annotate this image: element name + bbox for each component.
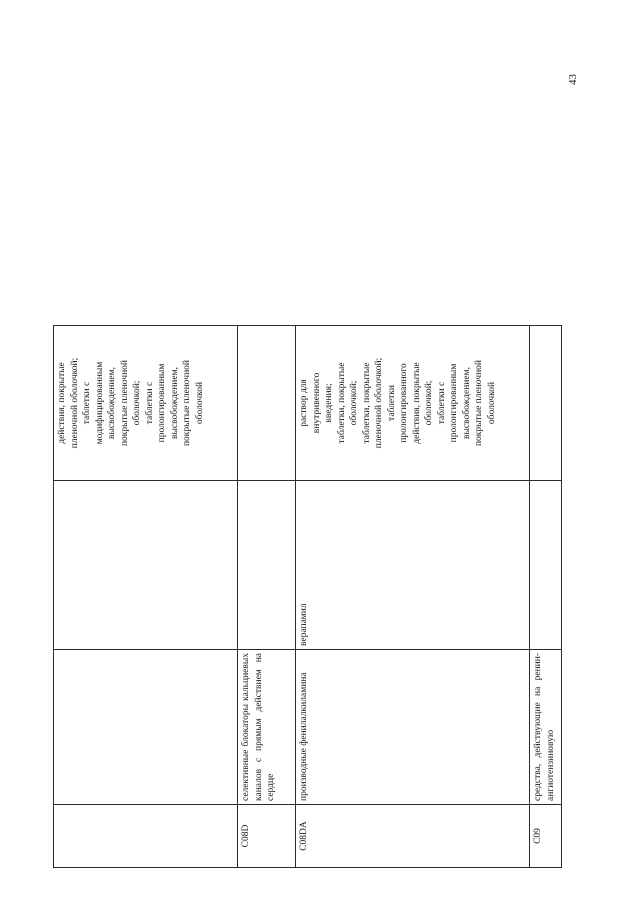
dosage-form-line: действия, покрытые xyxy=(411,362,422,444)
group-name-cell: производные фенилалкиламина xyxy=(296,650,530,805)
atc-code-cell xyxy=(54,805,238,868)
atc-code-cell: C08D xyxy=(238,805,296,868)
page-number: 43 xyxy=(567,74,579,86)
dosage-form-line: таблетки с xyxy=(436,381,447,425)
dosage-form-line: покрытые пленочной xyxy=(119,359,130,447)
dosage-form-line: раствор для xyxy=(299,379,309,427)
table-row xyxy=(238,326,296,868)
drug-name-cell xyxy=(54,481,238,650)
group-name-cell: селективные блокаторы кальциевых каналов с прямым действием на сердце xyxy=(238,650,296,805)
dosage-form-line: высвобождением, xyxy=(107,367,117,439)
dosage-form-line: пленочной оболочкой; xyxy=(374,357,384,449)
dosage-form-line: таблетки xyxy=(386,385,397,421)
group-name-cell: средства, действующие на ренин-ангиотензиновую xyxy=(530,650,562,805)
drug-classification-table xyxy=(53,325,562,868)
dosage-form-line: действия, покрытые xyxy=(57,362,67,444)
dosage-form-line: оболочкой; xyxy=(132,380,142,426)
dosage-form-line: высвобождением, xyxy=(461,367,472,439)
table-row xyxy=(530,326,562,868)
drug-table-rotated xyxy=(53,326,561,868)
dosage-form-line: пролонгированным xyxy=(449,363,459,443)
dosage-form-line: модифицированным xyxy=(94,361,105,445)
dosage-form-line: оболочкой xyxy=(486,381,497,425)
table-row xyxy=(54,326,238,868)
dosage-forms-cell xyxy=(54,326,238,481)
dosage-form-line: пролонгированным xyxy=(157,363,167,443)
dosage-forms-cell xyxy=(238,326,296,481)
dosage-form-line: пленочной оболочкой; xyxy=(69,357,80,449)
dosage-form-line: оболочкой; xyxy=(424,380,434,426)
dosage-form-line: таблетки с xyxy=(144,381,155,425)
drug-name-cell xyxy=(530,481,562,650)
dosage-form-line: покрытые пленочной xyxy=(182,359,192,447)
drug-name-cell xyxy=(238,481,296,650)
table-row xyxy=(296,326,530,868)
dosage-form-line: покрытые пленочной xyxy=(474,359,484,447)
group-name-cell xyxy=(54,650,238,805)
dosage-form-line: введения; xyxy=(324,383,334,423)
dosage-form-line: таблетки с xyxy=(82,381,92,425)
dosage-form-line: внутривенного xyxy=(311,372,322,434)
dosage-form-line: оболочкой xyxy=(194,381,205,425)
dosage-forms-cell xyxy=(296,326,530,481)
atc-code-cell: C08DA xyxy=(296,805,530,868)
atc-code-cell: C09 xyxy=(530,805,562,868)
dosage-form-line: таблетки, покрытые xyxy=(336,362,347,444)
dosage-form-line: таблетки, покрытые xyxy=(361,362,372,444)
drug-name-cell: верапамил xyxy=(296,481,530,650)
dosage-form-line: пролонгированного xyxy=(399,363,409,443)
dosage-form-line: оболочкой; xyxy=(349,380,359,426)
dosage-forms-cell xyxy=(530,326,562,481)
dosage-form-line: высвобождением, xyxy=(169,367,180,439)
